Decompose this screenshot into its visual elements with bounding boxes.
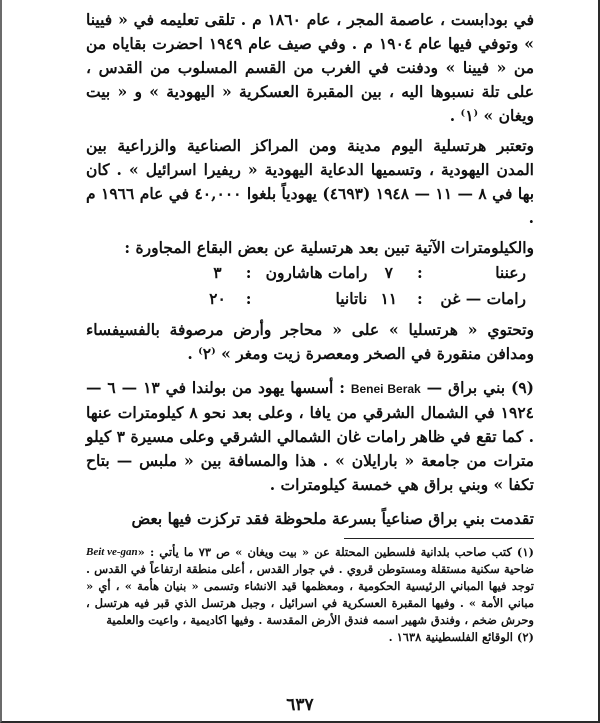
footnotes — [86, 544, 534, 646]
paragraph-distances-intro: والكيلومترات الآتية تبين بعد هرتسلية عن بعض البقاع المجاورة : — [124, 238, 534, 257]
distance-place-a: رعننا — [495, 263, 526, 282]
distances-table — [196, 260, 526, 312]
distance-km-a: ٧ — [384, 263, 393, 282]
colon-separator: : — [416, 289, 423, 308]
bnei-brak-heading: (٩) بني براق — — [420, 378, 534, 397]
distance-place-b: رامات هاشارون — [265, 263, 368, 282]
footnote-2: (٢) الوقائع الفلسطينية ١٦٣٨ . — [388, 630, 534, 644]
main-text — [86, 8, 534, 531]
footnote-1-latin: Beit ve-gan — [86, 546, 138, 558]
paragraph-bnei-brak-industry: تقدمت بني براق صناعياً بسرعة ملحوظة فقد تركزت فيها بعض — [131, 509, 534, 528]
distance-row — [196, 260, 526, 286]
distance-row — [196, 286, 526, 312]
page-number: ٦٣٧ — [286, 695, 314, 715]
paragraph-herzliya-city: وتعتبر هرتسلية اليوم مدينة ومن المراكز الصناعية والزراعية بين المدن اليهودية ، وتسميها الدعاية اليهودية « ريفيرا اسرائيل » . كان بها في ٨ — ١١ — ١٩٤٨ (٤٦٩٣) يهودياً بلغوا ٤٠,٠٠٠ في عام ١٩٦٦ م . — [86, 136, 535, 227]
colon-separator: : — [416, 263, 423, 282]
distance-place-b: ناتانيا — [335, 289, 368, 308]
colon-separator: : — [245, 263, 252, 282]
bnei-brak-body: : أسسها يهود من بولندا في ١٣ — ٦ — ١٩٢٤ في الشمال الشرقي من يافا ، وعلى بعد نحو ٨ كيلومترات عنها . كما تقع في ظاهر رامات غان الشمالي الشرقي وعلى مسيرة ٣ كيلو مترات من جامعة « بارايلان » . هذا والمسافة بين « ملبس — بتاح تكفا » وبني براق هي خمسة كيلومترات . — [86, 378, 534, 494]
bnei-brak-latin-name: Benei Berak — [350, 382, 421, 396]
paragraph-bnei-brak — [86, 376, 534, 497]
colon-separator: : — [245, 289, 252, 308]
distance-km-b: ٢٠ — [209, 289, 226, 308]
paragraph-herzl-biography: في بودابست ، عاصمة المجر ، عام ١٨٦٠ م . تلقى تعليمه في « فيينا » وتوفي فيها عام ١٩٠٤ م . وفي صيف عام ١٩٤٩ احضرت بقاياه من من « فيينا » ودفنت في الغرب من القسم المسلوب من القدس ، على تلة نسبوها اليه ، بين المقبرة العسكرية « اليهودية » و « بيت ويغان » ⁽١⁾ . — [86, 10, 534, 125]
paragraph-herzliya-contents: وتحتوي « هرتسليا » على « محاجر وأرض مرصوفة بالفسيفساء ومدافن منقورة في الصخر ومعصرة زيت ومغر » ⁽٢⁾ . — [86, 320, 534, 363]
distance-km-b: ٣ — [213, 263, 222, 282]
distance-place-a: رامات — غن — [440, 289, 526, 308]
footnote-divider — [344, 538, 534, 539]
footnote-1: Beit ve-gan (١) كتب صاحب بلدانية فلسطين المحتلة عن « بيت ويغان » ص ٧٣ ما يأتي : « ضاحية سكنية مستقلة ومستوطن قروي . في جوار القدس ، أعلى منطقة ارتفاعاً في القدس . توجد فيها المباني الرئيسية الحكومية ، ومعظمها قيد الانشاء وتسمى « بنيان هأمة » ، أي « مباني الأمة » . وفيها المقبرة العسكرية في اسرائيل ، وجبل هرتسل الذي قبر فيه هرتسل ، وحرش ضخم ، وفندق شهير اسمه فندق الأرض المقدسة . وفيها اكاديمية ، واعيت والعلمية — [86, 545, 534, 627]
distance-km-a: ١١ — [380, 289, 398, 308]
